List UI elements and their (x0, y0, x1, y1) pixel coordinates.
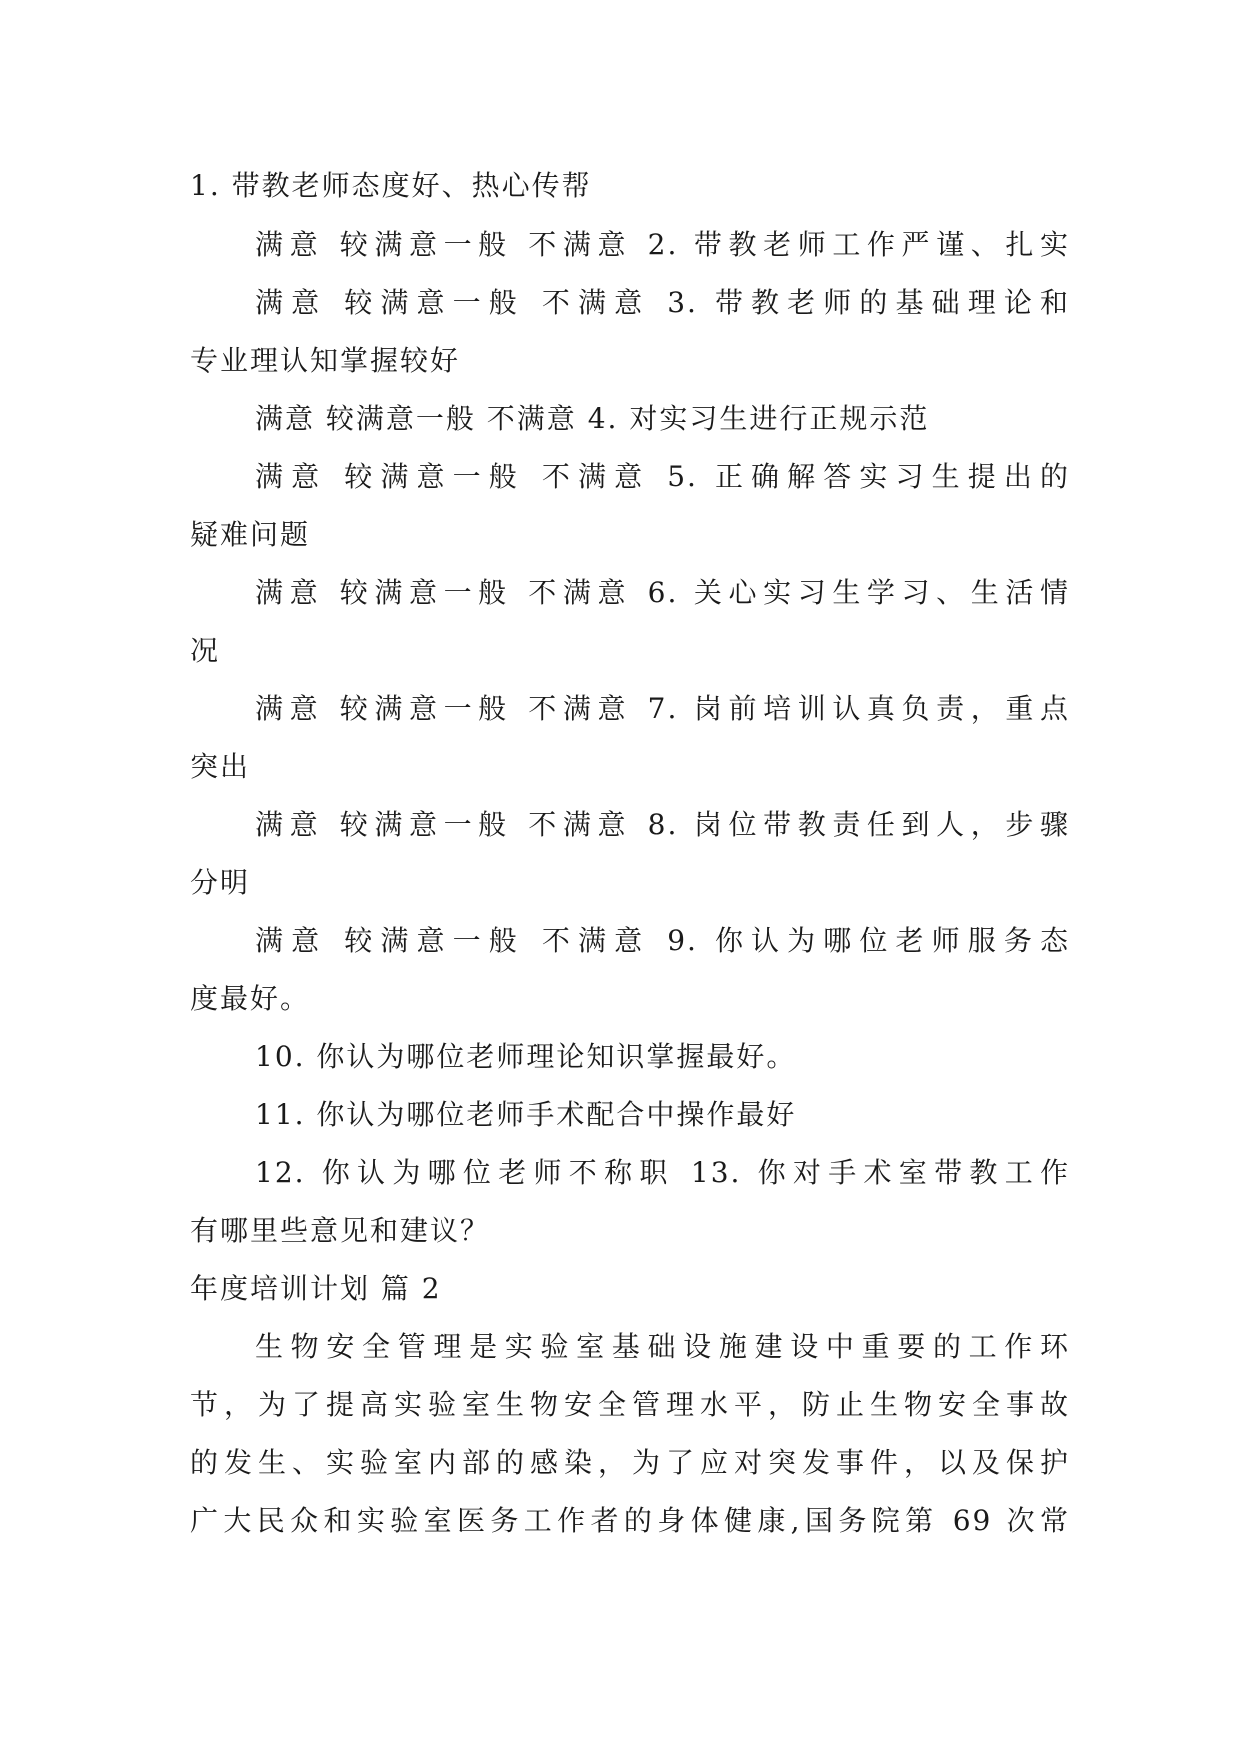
text-line-7: 疑难问题 (190, 518, 311, 551)
text-line-5: 满意 较满意一般 不满意 4. 对实习生进行正规示范 (255, 402, 930, 435)
text-line-8: 满意 较满意一般 不满意 6. 关心实习生学习、生活情 (255, 576, 1070, 609)
text-line-18: 12. 你认为哪位老师不称职 13. 你对手术室带教工作 (255, 1156, 1070, 1189)
section-heading: 年度培训计划 篇 2 (190, 1272, 442, 1305)
paragraph-line-2: 节，为了提高实验室生物安全管理水平，防止生物安全事故 (190, 1388, 1070, 1421)
paragraph-line-4: 广大民众和实验室医务工作者的身体健康,国务院第 69 次常 (190, 1504, 1070, 1537)
text-line-13: 分明 (190, 866, 251, 899)
text-line-10: 满意 较满意一般 不满意 7. 岗前培训认真负责，重点 (255, 692, 1070, 725)
paragraph-line-1: 生物安全管理是实验室基础设施建设中重要的工作环 (255, 1330, 1070, 1363)
text-line-12: 满意 较满意一般 不满意 8. 岗位带教责任到人，步骤 (255, 808, 1070, 841)
text-line-15: 度最好。 (190, 982, 311, 1015)
text-line-6: 满意 较满意一般 不满意 5. 正确解答实习生提出的 (255, 460, 1070, 493)
text-line-11: 突出 (190, 750, 251, 783)
text-line-16: 10. 你认为哪位老师理论知识掌握最好。 (255, 1040, 797, 1073)
text-line-9: 况 (190, 634, 221, 667)
text-line-1: 1. 带教老师态度好、热心传帮 (190, 169, 592, 202)
text-line-3: 满意 较满意一般 不满意 3. 带教老师的基础理论和 (255, 286, 1070, 319)
paragraph-line-3: 的发生、实验室内部的感染，为了应对突发事件，以及保护 (190, 1446, 1070, 1479)
text-line-2: 满意 较满意一般 不满意 2. 带教老师工作严谨、扎实 (255, 228, 1070, 261)
text-line-17: 11. 你认为哪位老师手术配合中操作最好 (255, 1098, 797, 1131)
text-line-14: 满意 较满意一般 不满意 9. 你认为哪位老师服务态 (255, 924, 1070, 957)
text-line-19: 有哪里些意见和建议？ (190, 1214, 491, 1247)
text-line-4: 专业理认知掌握较好 (190, 344, 461, 377)
